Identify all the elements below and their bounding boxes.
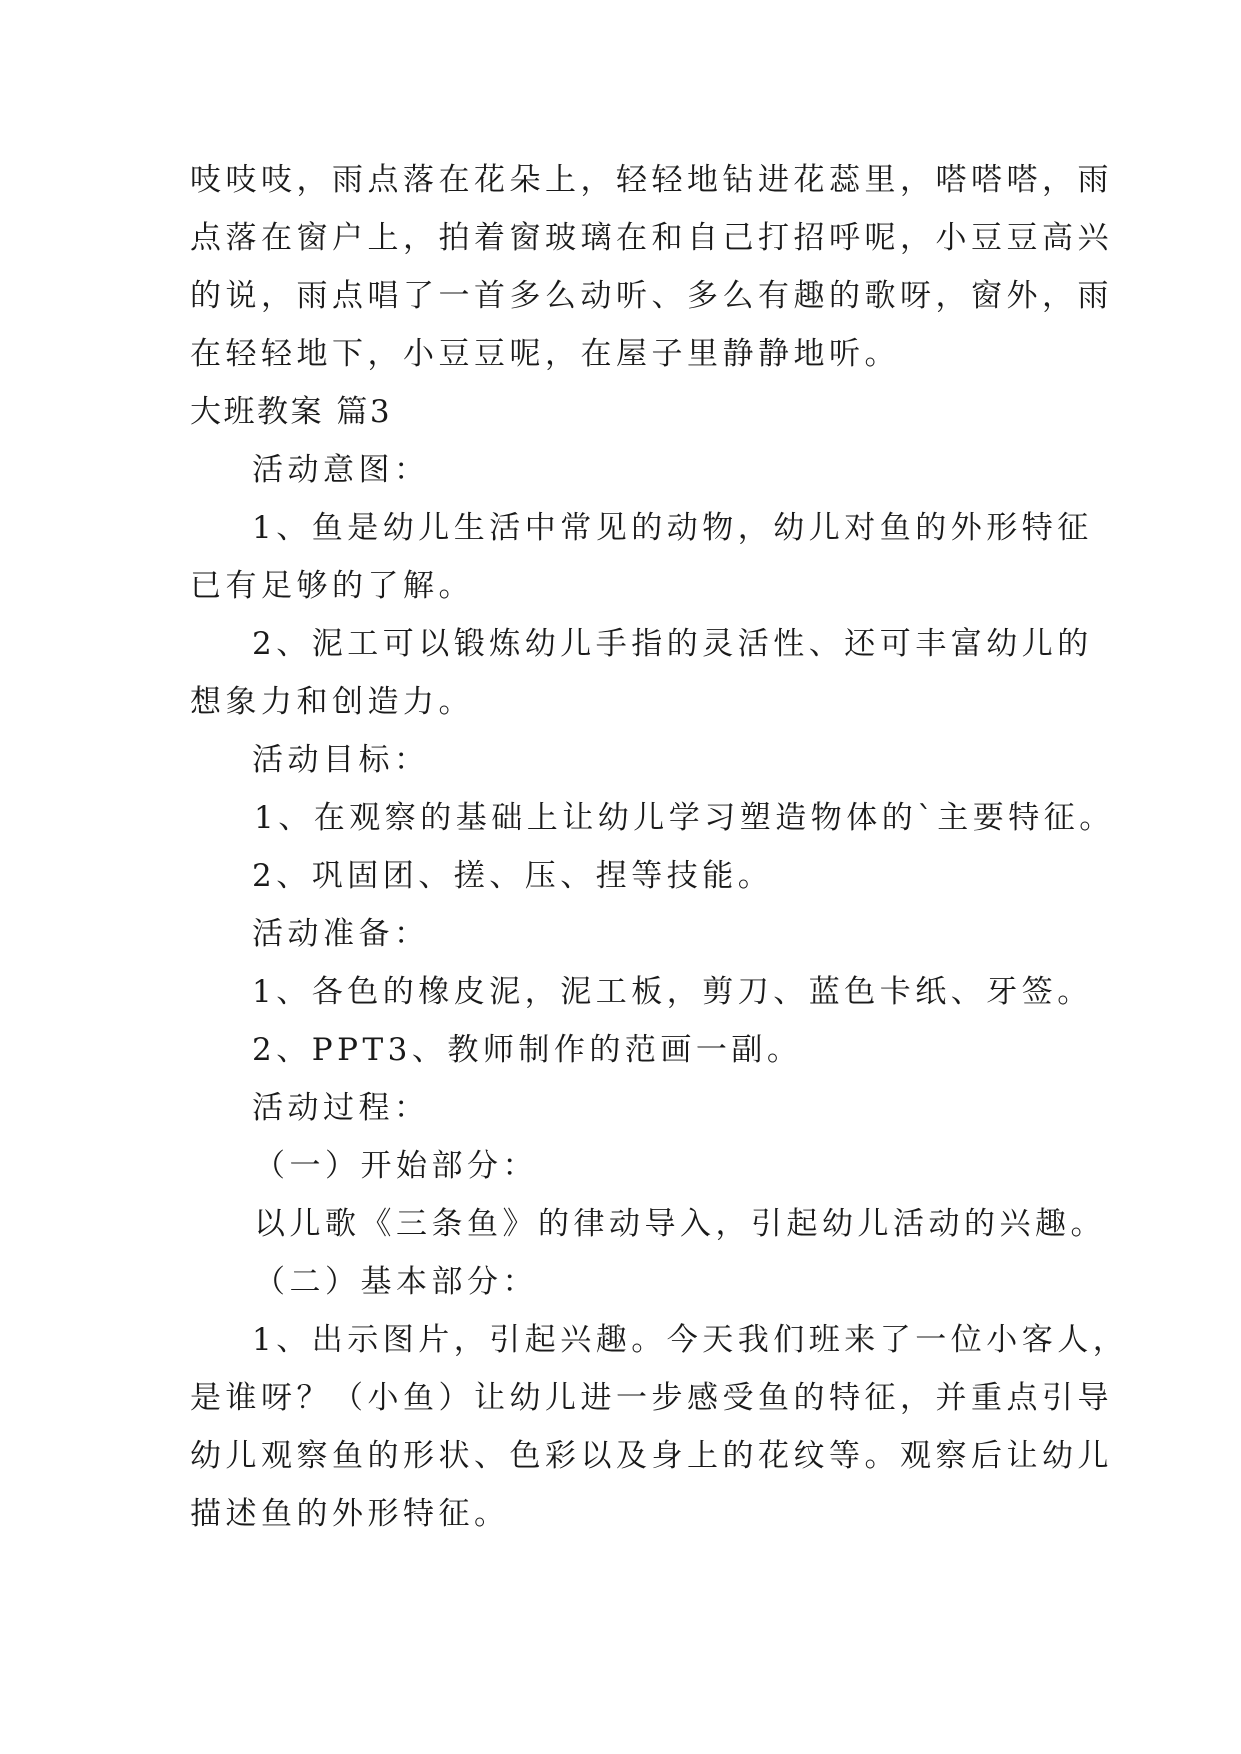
subheading: 活动准备： — [252, 916, 430, 952]
paragraph-line: 2、PPT3、教师制作的范画一副。 — [252, 1032, 803, 1068]
paragraph-line: 幼儿观察鱼的形状、色彩以及身上的花纹等。观察后让幼儿 — [190, 1438, 1113, 1474]
paragraph-line: 1、在观察的基础上让幼儿学习塑造物体的`主要特征。 — [254, 800, 1115, 836]
subheading: 活动过程： — [252, 1090, 430, 1126]
subheading: 活动目标： — [252, 742, 430, 778]
paragraph-line: 1、各色的橡皮泥，泥工板，剪刀、蓝色卡纸、牙签。 — [252, 974, 1093, 1010]
subheading: 活动意图： — [252, 452, 430, 488]
subheading: （二）基本部分： — [254, 1264, 538, 1300]
paragraph-line: 的说，雨点唱了一首多么动听、多么有趣的歌呀，窗外，雨 — [190, 278, 1113, 314]
paragraph-line: 1、鱼是幼儿生活中常见的动物，幼儿对鱼的外形特征 — [252, 510, 1093, 546]
paragraph-line: 2、泥工可以锻炼幼儿手指的灵活性、还可丰富幼儿的 — [252, 626, 1093, 662]
paragraph-line: 以儿歌《三条鱼》的律动导入，引起幼儿活动的兴趣。 — [254, 1206, 1106, 1242]
paragraph-line: 已有足够的了解。 — [190, 568, 474, 604]
paragraph-line: 描述鱼的外形特征。 — [190, 1496, 510, 1532]
paragraph-line: 想象力和创造力。 — [190, 684, 474, 720]
paragraph-line: 点落在窗户上，拍着窗玻璃在和自己打招呼呢，小豆豆高兴 — [190, 220, 1113, 256]
paragraph-line: 2、巩固团、搓、压、捏等技能。 — [252, 858, 774, 894]
subheading: （一）开始部分： — [254, 1148, 538, 1184]
paragraph-line: 1、出示图片，引起兴趣。今天我们班来了一位小客人， — [252, 1322, 1129, 1358]
paragraph-line: 是谁呀？（小鱼）让幼儿进一步感受鱼的特征，并重点引导 — [190, 1380, 1113, 1416]
paragraph-line: 吱吱吱，雨点落在花朵上，轻轻地钻进花蕊里，嗒嗒嗒，雨 — [190, 162, 1113, 198]
section-heading: 大班教案 篇3 — [190, 394, 393, 430]
paragraph-line: 在轻轻地下，小豆豆呢，在屋子里静静地听。 — [190, 336, 900, 372]
